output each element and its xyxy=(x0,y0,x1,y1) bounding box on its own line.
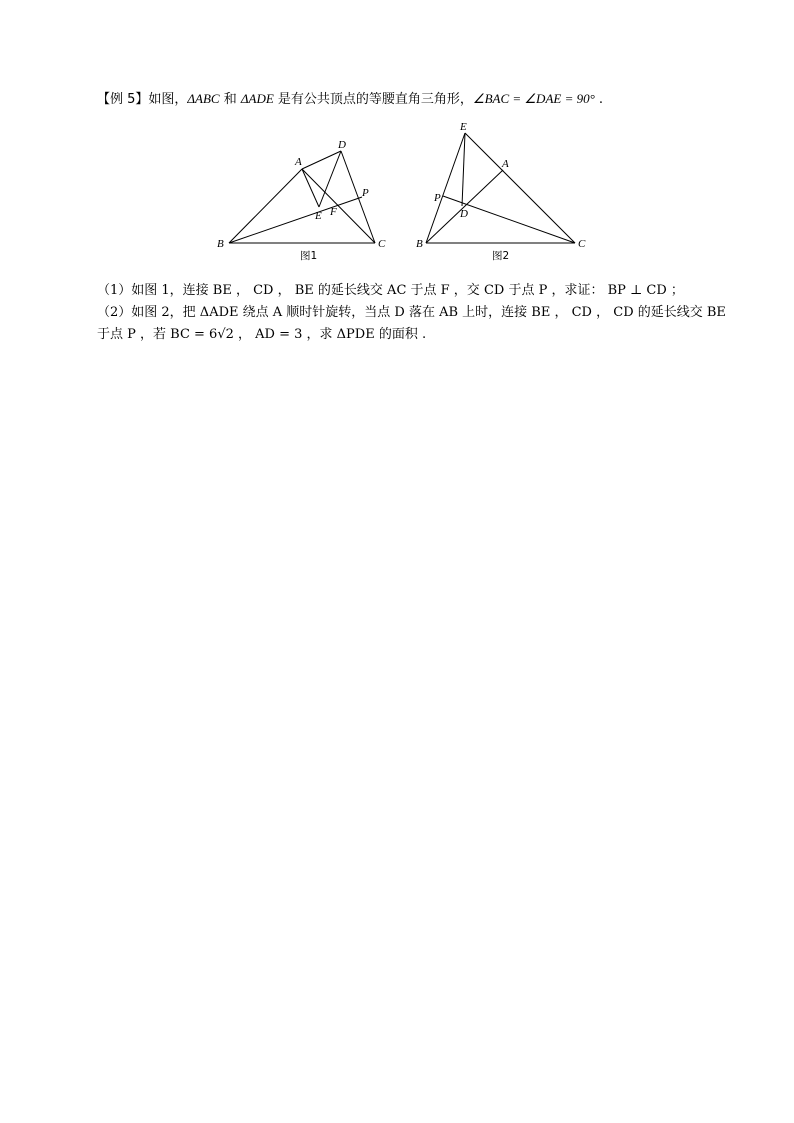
intro-mid: 是有公共顶点的等腰直角三角形， xyxy=(273,92,473,107)
intro-end: . xyxy=(594,92,604,107)
fig1-caption: 图1 xyxy=(300,250,318,262)
fig2-label-c: C xyxy=(578,238,586,250)
question-2-line-1: （2）如图 2，把 ΔADE 绕点 A 顺时针旋转，当点 D 落在 AB 上时，连接 BE ， CD ， CD 的延长线交 BE xyxy=(97,305,726,320)
fig1-label-e: E xyxy=(315,210,322,222)
question-2-line-2: 于点 P ，若 BC = 6√2 ， AD = 3 ，求 ΔPDE 的面积 . xyxy=(97,327,427,342)
fig2-caption: 图2 xyxy=(492,250,510,262)
figure-2 xyxy=(426,133,575,243)
fig2-label-p: P xyxy=(434,192,441,204)
fig1-label-a: A xyxy=(295,156,302,168)
fig1-segment-bp xyxy=(229,197,362,243)
fig1-label-p: P xyxy=(362,187,369,199)
fig1-label-b: B xyxy=(217,238,224,250)
angle-equation: ∠BAC = ∠DAE = 90° xyxy=(472,91,595,106)
fig2-label-d: D xyxy=(460,208,468,220)
fig1-segment-ac xyxy=(302,169,375,243)
triangle-abc: ΔABC xyxy=(187,91,220,106)
and-text: 和 xyxy=(219,92,241,107)
fig1-label-f: F xyxy=(330,206,337,218)
fig2-segment-ed xyxy=(462,133,465,206)
figure-2-labels xyxy=(416,121,586,262)
fig2-segment-ba xyxy=(426,170,503,243)
fig2-segment-be xyxy=(426,133,465,243)
fig2-segment-ec xyxy=(465,133,575,243)
fig1-segment-dc xyxy=(341,151,375,243)
fig1-label-d: D xyxy=(338,139,346,151)
fig2-label-a: A xyxy=(502,158,509,170)
example-tag: 【例 5】 xyxy=(97,92,149,107)
fig2-label-e: E xyxy=(460,121,467,133)
triangle-ade: ΔADE xyxy=(240,91,274,106)
fig1-label-c: C xyxy=(378,238,386,250)
fig2-label-b: B xyxy=(416,238,423,250)
fig1-segment-ba xyxy=(229,169,302,243)
intro-pre: 如图， xyxy=(148,92,188,107)
figure-1-labels xyxy=(217,139,386,262)
question-1: （1）如图 1，连接 BE ， CD ， BE 的延长线交 AC 于点 F ，交 CD 于点 P ，求证： BP ⊥ CD ； xyxy=(97,283,684,298)
geometry-figures xyxy=(0,0,794,300)
figure-1 xyxy=(229,151,375,243)
fig1-segment-ae xyxy=(302,169,319,207)
